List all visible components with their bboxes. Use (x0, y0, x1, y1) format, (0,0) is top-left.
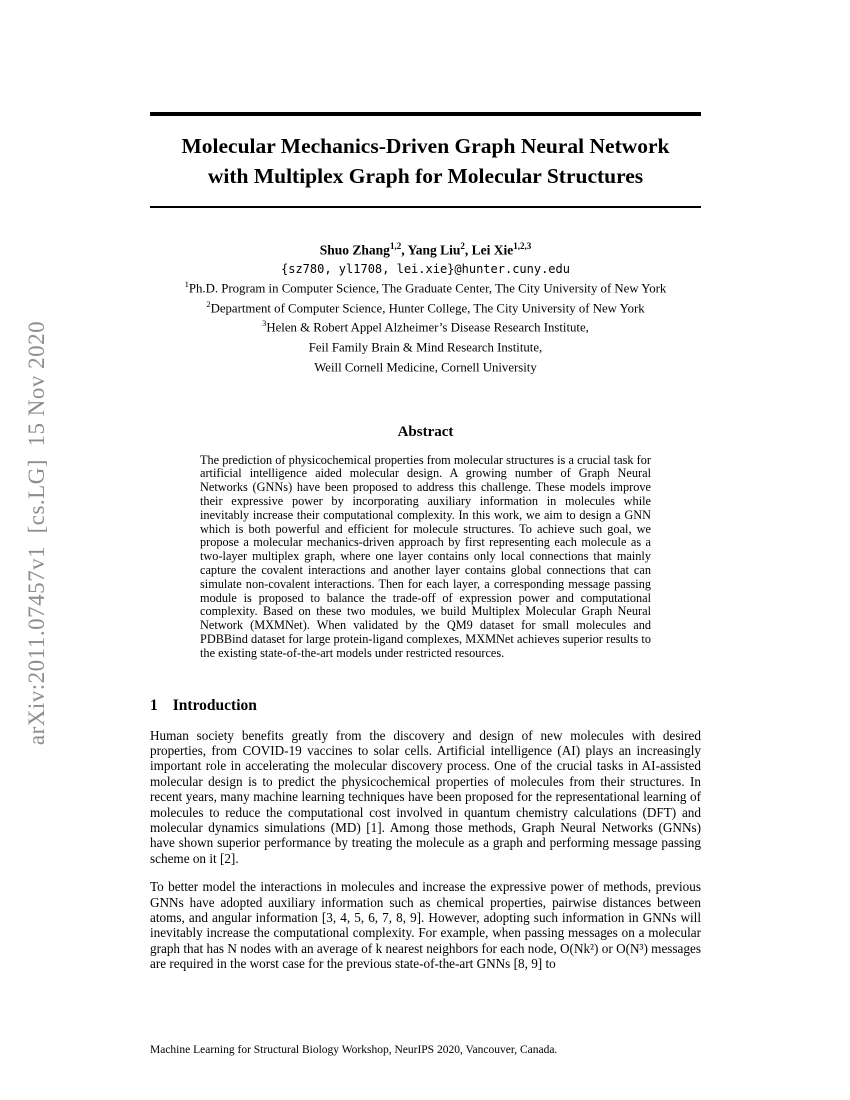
section-1-heading (150, 697, 701, 715)
affiliation-line (150, 277, 701, 297)
arxiv-watermark: arXiv:2011.07457v1 [cs.LG] 15 Nov 2020 (24, 320, 49, 746)
abstract-heading: Abstract (397, 423, 454, 440)
affiliation-marker: 2 (206, 298, 211, 309)
author-affil-marker: 1,2,3 (513, 241, 532, 252)
authors-block (150, 238, 701, 375)
affiliation-marker: 1 (184, 278, 189, 289)
author-separator: , (464, 242, 472, 258)
affiliation-line (150, 336, 701, 356)
affiliation-line (150, 316, 701, 336)
paper-title (150, 132, 701, 191)
author-emails: {sz780, yl1708, lei.xie}@hunter.cuny.edu (281, 261, 570, 276)
affiliation-text: Weill Cornell Medicine, Cornell University (314, 360, 537, 375)
title-line-2: with Multiplex Graph for Molecular Structures (207, 163, 644, 188)
author-affil-marker: 1,2 (389, 241, 402, 252)
author-separator: , (401, 242, 408, 258)
affiliation-marker: 3 (262, 318, 267, 329)
affiliation-line (150, 356, 701, 376)
paper-content (150, 0, 701, 972)
affiliation-text: Department of Computer Science, Hunter College, The City University of New York (210, 300, 645, 315)
section-title: Introduction (172, 696, 257, 714)
author-name: Yang Liu (407, 242, 461, 258)
affiliation-text: Ph.D. Program in Computer Science, The Graduate Center, The City University of New York (188, 281, 667, 296)
title-line-1: Molecular Mechanics-Driven Graph Neural Network (181, 134, 670, 158)
affiliation-line (150, 297, 701, 317)
body-paragraph: Human society benefits greatly from the discovery and design of new molecules with desired properties, from COVID-19 vaccines to solar cells. Artificial intelligence (AI) plays an increasingly important role in accelerating the molecular discovery process. One of the crucial tasks in AI-assisted molecular design is to predict the physicochemical properties of molecules from their structures. In recent years, many machine learning techniques have been proposed for the representational learning of molecules to reduce the computational cost involved in quantum chemistry calculations (DFT) and molecular dynamics simulations (MD) [1]. Among those methods, Graph Neural Networks (GNNs) have shown superior performance by treating the molecule as a graph and performing message passing scheme on it [2]. (150, 727, 701, 866)
title-rule-bottom (150, 206, 701, 208)
author-affil-marker: 2 (460, 241, 465, 252)
abstract-body: The prediction of physicochemical properties from molecular structures is a crucial task for artificial intelligence aided molecular design. A growing number of Graph Neural Networks (GNNs) have been proposed to address this challenge. These models improve their expressive power by incorporating auxiliary information in molecules while inevitably increase their computational complexity. In this work, we aim to design a GNN which is both powerful and efficient for molecule structures. To achieve such goal, we propose a molecular mechanics-driven approach by first representing each molecule as a two-layer multiplex graph, where one layer contains only local connections that mainly capture the covalent interactions and another layer contains global connections that can simulate non-covalent interactions. Then for each layer, a corresponding message passing module is proposed to balance the trade-off of expression power and computational complexity. Based on these two modules, we build Multiplex Molecular Graph Neural Network (MXMNet). When validated by the QM9 dataset for small molecules and PDBBind dataset for large protein-ligand complexes, MXMNet achieves superior results to the existing state-of-the-art models under restricted resources. (200, 452, 651, 660)
author-line (150, 238, 701, 259)
footer-note: Machine Learning for Structural Biology Workshop, NeurIPS 2020, Vancouver, Canada. (150, 1044, 558, 1056)
section-number: 1 (150, 696, 158, 714)
title-rule-top (150, 112, 701, 116)
affiliation-text: Helen & Robert Appel Alzheimer’s Disease Research Institute, (266, 320, 589, 335)
body-paragraph: To better model the interactions in molecules and increase the expressive power of methods, previous GNNs have adopted auxiliary information such as chemical properties, pairwise distances between atoms, and angular information [3, 4, 5, 6, 7, 8, 9]. However, adopting such information in GNNs will inevitably increase the computational complexity. For example, when passing messages on a molecular graph that has N nodes with an average of k nearest neighbors for each node, O(Nk²) or O(N³) messages are required in the worst case for the previous state-of-the-art GNNs [8, 9] to (150, 879, 701, 972)
affiliation-text: Feil Family Brain & Mind Research Institute, (308, 340, 543, 355)
author-name: Lei Xie (471, 242, 514, 258)
author-name: Shuo Zhang (319, 242, 390, 258)
